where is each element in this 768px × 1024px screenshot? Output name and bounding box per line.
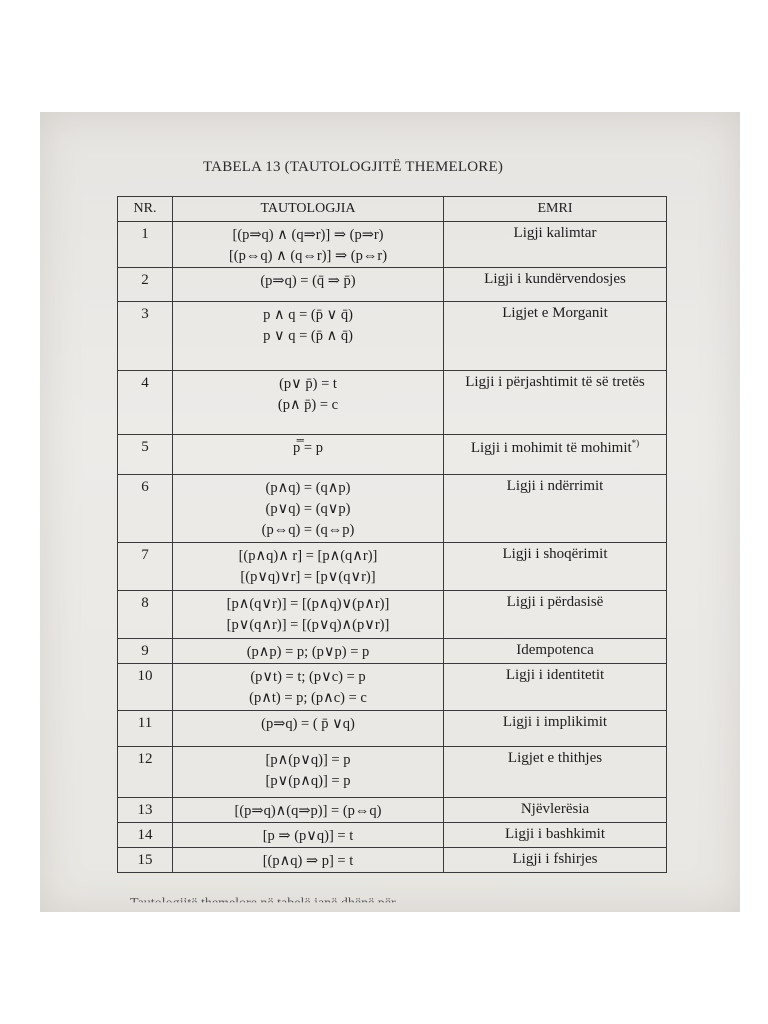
law-name: Ligji i ndërrimit (506, 478, 604, 494)
tautology-cell (173, 543, 444, 591)
table-row (118, 639, 667, 664)
header-nr: NR. (118, 197, 173, 222)
tautology-cell (173, 302, 444, 371)
footnote-marker: *) (631, 438, 640, 448)
row-number: 9 (118, 639, 173, 664)
formula-line: [(p∧q)∧ r] = [p∧(q∧r)] (238, 548, 378, 564)
tautology-cell (173, 475, 444, 543)
header-row (118, 197, 667, 222)
row-number: 7 (118, 543, 173, 591)
tautology-cell (173, 848, 444, 873)
law-name: Ligji i fshirjes (512, 851, 598, 867)
table-row (118, 664, 667, 711)
table-row (118, 475, 667, 543)
table-row (118, 302, 667, 371)
law-name: Ligji i shoqërimit (502, 546, 608, 562)
formula-line: [(p⇔q) ∧ (q⇔r)] ⇒ (p⇔r) (228, 248, 388, 264)
table-row (118, 543, 667, 591)
tautology-cell (173, 664, 444, 711)
law-name-cell (444, 823, 667, 848)
law-name-cell (444, 371, 667, 435)
table-row (118, 823, 667, 848)
table-row (118, 798, 667, 823)
formula-line: p ∧ q = (p̄ ∨ q̄) (263, 307, 353, 323)
formula-line: p̿ = p (293, 440, 323, 456)
formula-line: [p∨(p∧q)] = p (265, 773, 351, 789)
formula-line: p ∨ q = (p̄ ∧ q̄) (263, 328, 353, 344)
formula-line: (p∧p) = p; (p∨p) = p (246, 644, 370, 660)
law-name: Ligji i kundërvendosjes (484, 271, 626, 287)
row-number: 5 (118, 435, 173, 475)
law-name: Ligjet e Morganit (502, 305, 608, 321)
row-number: 3 (118, 302, 173, 371)
row-number: 11 (118, 711, 173, 747)
formula-line: (p∧t) = p; (p∧c) = c (249, 690, 367, 706)
tautology-cell (173, 711, 444, 747)
tautology-cell (173, 798, 444, 823)
row-number: 15 (118, 848, 173, 873)
row-number: 12 (118, 747, 173, 798)
row-number: 2 (118, 268, 173, 302)
law-name: Ligji kalimtar (513, 225, 597, 241)
row-number: 13 (118, 798, 173, 823)
tautology-cell (173, 268, 444, 302)
law-name-cell (444, 268, 667, 302)
tautology-cell (173, 747, 444, 798)
formula-line: [p∧(p∨q)] = p (265, 752, 351, 768)
table-row (118, 268, 667, 302)
formula-line: [(p∧q) ⇒ p] = t (262, 853, 354, 869)
law-name: Idempotenca (516, 642, 594, 658)
formula-line: [p∨(q∧r)] = [(p∨q)∧(p∨r)] (226, 617, 390, 633)
formula-line: (p⇔q) = (q⇔p) (261, 522, 355, 538)
tautology-table (117, 196, 667, 873)
law-name-cell (444, 475, 667, 543)
law-name: Ligji i implikimit (502, 714, 608, 730)
formula-line: [(p⇒q)∧(q⇒p)] = (p⇔q) (234, 803, 382, 819)
law-name-cell (444, 711, 667, 747)
tautology-cell (173, 371, 444, 435)
row-number: 8 (118, 591, 173, 639)
table-row (118, 591, 667, 639)
row-number: 6 (118, 475, 173, 543)
formula-line: (p∨ p̄) = t (279, 376, 337, 392)
tautology-cell (173, 222, 444, 268)
table-caption: TABELA 13 (TAUTOLOGJITË THEMELORE) (203, 159, 504, 175)
formula-line: [p∧(q∨r)] = [(p∧q)∨(p∧r)] (226, 596, 390, 612)
formula-line: [(p∨q)∨r] = [p∨(q∨r)] (240, 569, 376, 585)
formula-line: (p⇒q) = (q̄ ⇒ p̄) (260, 273, 356, 289)
law-name: Ligji i mohimit të mohimit (470, 440, 632, 456)
formula-line: (p∨q) = (q∨p) (265, 501, 351, 517)
law-name: Ligji i përdasisë (506, 594, 604, 610)
header-emri: EMRI (444, 197, 667, 222)
tautology-cell (173, 435, 444, 475)
formula-line: (p∧ p̄) = c (277, 397, 339, 413)
formula-line: [p ⇒ (p∨q)] = t (262, 828, 354, 844)
law-name-cell (444, 639, 667, 664)
law-name: Ligji i identitetit (505, 667, 605, 683)
law-name-cell (444, 664, 667, 711)
law-name: Njëvlerësia (520, 801, 590, 817)
law-name-cell (444, 591, 667, 639)
row-number: 14 (118, 823, 173, 848)
row-number: 4 (118, 371, 173, 435)
tautology-cell (173, 639, 444, 664)
law-name-cell (444, 543, 667, 591)
law-name-cell (444, 222, 667, 268)
table-row (118, 848, 667, 873)
law-name-cell (444, 747, 667, 798)
tautology-cell (173, 823, 444, 848)
row-number: 1 (118, 222, 173, 268)
law-name-cell (444, 435, 667, 475)
law-name: Ligjet e thithjes (507, 750, 603, 766)
table-row (118, 711, 667, 747)
tautology-cell (173, 591, 444, 639)
law-name: Ligji i bashkimit (505, 826, 605, 842)
formula-line: (p⇒q) = ( p̄ ∨q) (261, 716, 355, 732)
law-name-cell (444, 798, 667, 823)
table-row (118, 371, 667, 435)
table-row (118, 222, 667, 268)
formula-line: [(p⇒q) ∧ (q⇒r)] ⇒ (p⇒r) (232, 227, 384, 243)
table-row (118, 435, 667, 475)
table-row (118, 747, 667, 798)
formula-line: (p∧q) = (q∧p) (265, 480, 351, 496)
law-name: Ligji i përjashtimit të së tretës (465, 374, 645, 390)
law-name-cell (444, 302, 667, 371)
law-name-cell (444, 848, 667, 873)
header-tautologjia: TAUTOLOGJIA (173, 197, 444, 222)
formula-line: (p∨t) = t; (p∨c) = p (250, 669, 366, 685)
table-body (118, 222, 667, 873)
row-number: 10 (118, 664, 173, 711)
